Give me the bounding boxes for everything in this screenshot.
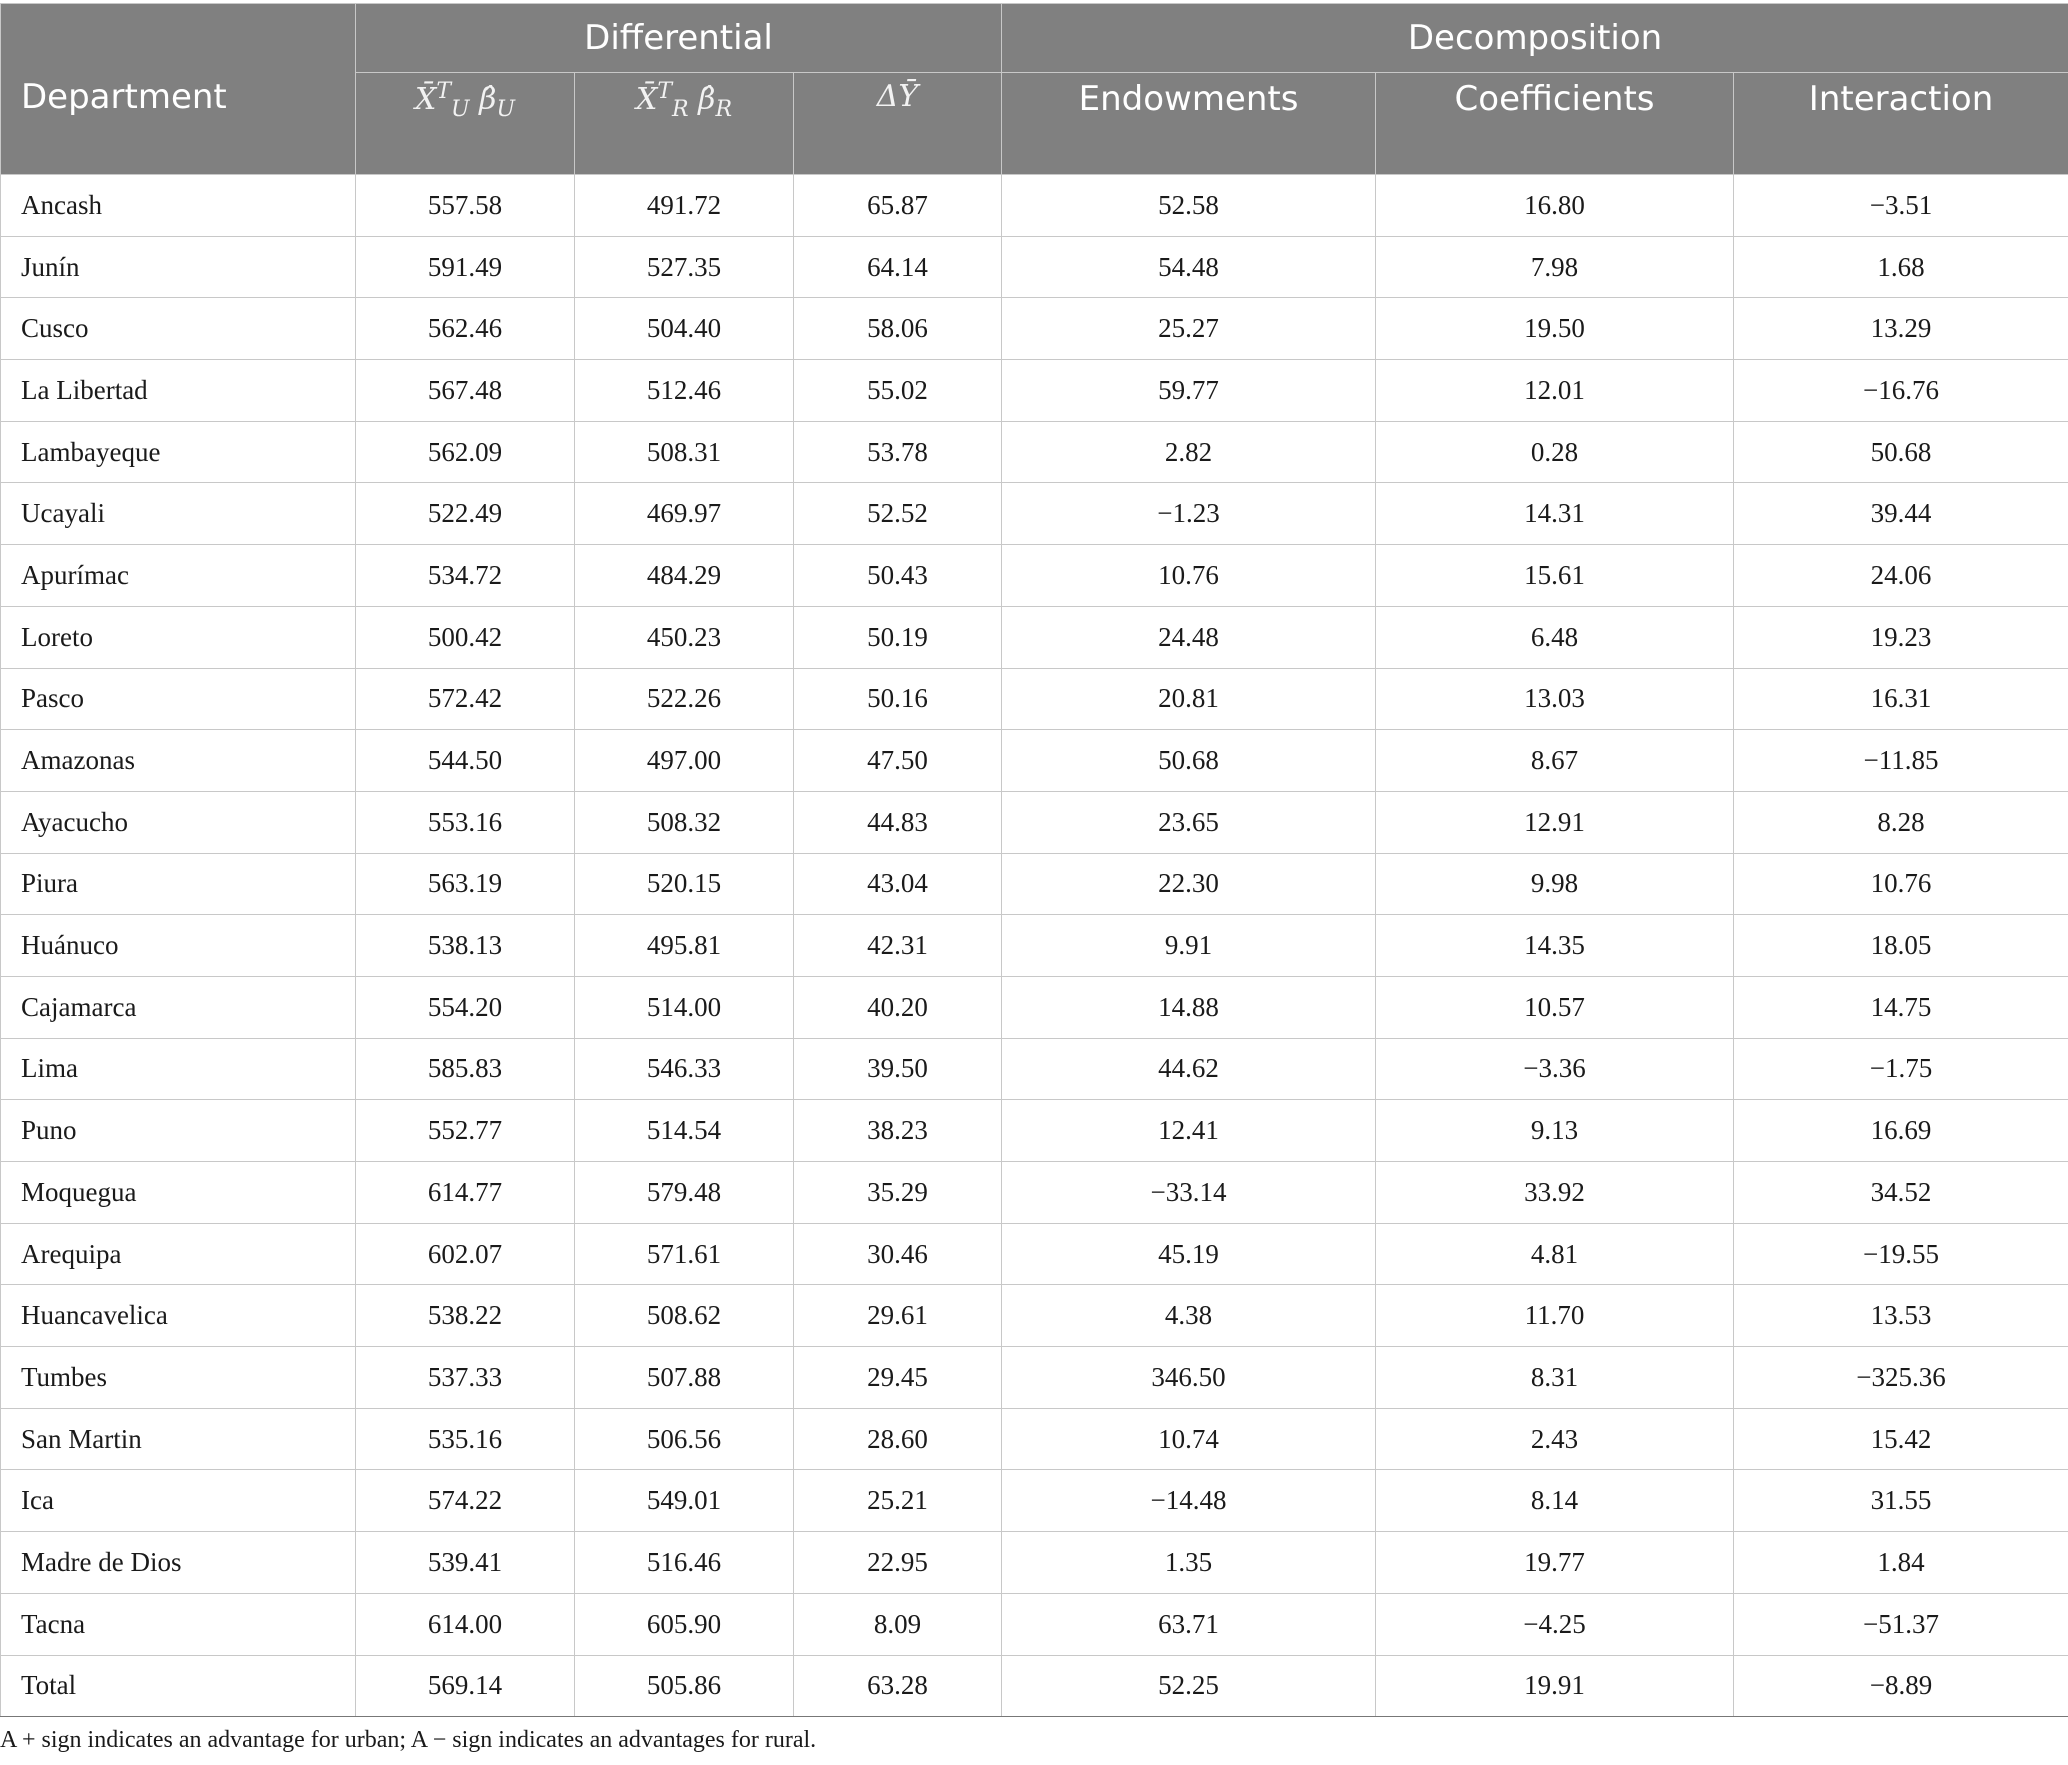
rural-predicted-cell: 527.35	[575, 236, 794, 298]
differential-group-header: Differential	[356, 4, 1002, 73]
coefficients-cell: 9.98	[1376, 853, 1734, 915]
delta-y-cell: 38.23	[794, 1100, 1002, 1162]
department-cell: Lambayeque	[1, 421, 356, 483]
delta-y-cell: 29.61	[794, 1285, 1002, 1347]
department-cell: Huánuco	[1, 915, 356, 977]
table-row	[1, 853, 2068, 915]
interaction-cell: −19.55	[1734, 1223, 2068, 1285]
urban-predicted-cell: 522.49	[356, 483, 575, 545]
rural-predicted-cell: 495.81	[575, 915, 794, 977]
department-cell: Cajamarca	[1, 976, 356, 1038]
endowments-cell: 25.27	[1002, 298, 1376, 360]
interaction-cell: −8.89	[1734, 1655, 2068, 1717]
endowments-cell: 4.38	[1002, 1285, 1376, 1347]
rural-sub: R	[672, 97, 689, 122]
urban-predicted-cell: 553.16	[356, 791, 575, 853]
urban-beta: β̂	[479, 82, 497, 117]
rural-predicted-cell: 505.86	[575, 1655, 794, 1717]
decomposition-group-header: Decomposition	[1002, 4, 2068, 73]
department-cell: Ancash	[1, 175, 356, 237]
table-row	[1, 421, 2068, 483]
interaction-cell: 19.23	[1734, 606, 2068, 668]
urban-predicted-cell: 538.13	[356, 915, 575, 977]
delta-y-cell: 28.60	[794, 1408, 1002, 1470]
coefficients-cell: 4.81	[1376, 1223, 1734, 1285]
rural-predicted-cell: 469.97	[575, 483, 794, 545]
coefficients-cell: 9.13	[1376, 1100, 1734, 1162]
endowments-cell: 14.88	[1002, 976, 1376, 1038]
interaction-cell: 16.31	[1734, 668, 2068, 730]
coefficients-cell: 8.31	[1376, 1347, 1734, 1409]
coefficients-header: Coefficients	[1376, 73, 1734, 175]
delta-y-cell: 52.52	[794, 483, 1002, 545]
delta-y-cell: 63.28	[794, 1655, 1002, 1717]
delta-y-cell: 29.45	[794, 1347, 1002, 1409]
department-cell: Moquegua	[1, 1162, 356, 1224]
interaction-cell: 1.68	[1734, 236, 2068, 298]
table-body	[1, 175, 2068, 1717]
table-row	[1, 606, 2068, 668]
endowments-cell: 1.35	[1002, 1532, 1376, 1594]
delta-y-cell: 50.43	[794, 545, 1002, 607]
rural-predicted-cell: 514.00	[575, 976, 794, 1038]
urban-predicted-cell: 563.19	[356, 853, 575, 915]
rural-xbar: X̄	[635, 82, 658, 117]
coefficients-cell: 19.50	[1376, 298, 1734, 360]
interaction-cell: 15.42	[1734, 1408, 2068, 1470]
rural-transpose: T	[657, 79, 672, 104]
table-row	[1, 175, 2068, 237]
interaction-cell: 24.06	[1734, 545, 2068, 607]
department-cell: La Libertad	[1, 360, 356, 422]
department-cell: Ayacucho	[1, 791, 356, 853]
urban-predicted-cell: 562.46	[356, 298, 575, 360]
endowments-cell: 45.19	[1002, 1223, 1376, 1285]
table-row	[1, 1593, 2068, 1655]
department-cell: Tumbes	[1, 1347, 356, 1409]
rural-predicted-cell: 579.48	[575, 1162, 794, 1224]
rural-predicted-cell: 605.90	[575, 1593, 794, 1655]
department-cell: Puno	[1, 1100, 356, 1162]
coefficients-cell: 33.92	[1376, 1162, 1734, 1224]
delta-y-cell: 53.78	[794, 421, 1002, 483]
endowments-cell: 12.41	[1002, 1100, 1376, 1162]
interaction-cell: 18.05	[1734, 915, 2068, 977]
endowments-cell: 2.82	[1002, 421, 1376, 483]
table-row	[1, 1470, 2068, 1532]
rural-predicted-cell: 507.88	[575, 1347, 794, 1409]
coefficients-cell: 7.98	[1376, 236, 1734, 298]
table-row	[1, 236, 2068, 298]
interaction-cell: −51.37	[1734, 1593, 2068, 1655]
table-row	[1, 1285, 2068, 1347]
table-row	[1, 1655, 2068, 1717]
interaction-cell: 50.68	[1734, 421, 2068, 483]
department-cell: Pasco	[1, 668, 356, 730]
table-row	[1, 668, 2068, 730]
urban-predicted-cell: 614.00	[356, 1593, 575, 1655]
endowments-cell: 22.30	[1002, 853, 1376, 915]
urban-predicted-cell: 554.20	[356, 976, 575, 1038]
interaction-cell: 39.44	[1734, 483, 2068, 545]
rural-predicted-cell: 504.40	[575, 298, 794, 360]
urban-beta-sub: U	[496, 97, 516, 122]
delta-y-cell: 58.06	[794, 298, 1002, 360]
delta-y-cell: 50.16	[794, 668, 1002, 730]
coefficients-cell: 12.01	[1376, 360, 1734, 422]
department-cell: Junín	[1, 236, 356, 298]
delta-y-cell: 55.02	[794, 360, 1002, 422]
department-column-header: Department	[1, 4, 356, 175]
delta-y-cell: 64.14	[794, 236, 1002, 298]
department-cell: Ica	[1, 1470, 356, 1532]
urban-predicted-cell: 567.48	[356, 360, 575, 422]
interaction-cell: 13.53	[1734, 1285, 2068, 1347]
urban-predicted-cell: 562.09	[356, 421, 575, 483]
endowments-cell: −33.14	[1002, 1162, 1376, 1224]
rural-predicted-cell: 522.26	[575, 668, 794, 730]
delta-y-cell: 47.50	[794, 730, 1002, 792]
urban-predicted-cell: 572.42	[356, 668, 575, 730]
delta-y-cell: 42.31	[794, 915, 1002, 977]
rural-predicted-cell: 450.23	[575, 606, 794, 668]
delta-y-cell: 43.04	[794, 853, 1002, 915]
rural-predicted-cell: 508.32	[575, 791, 794, 853]
coefficients-cell: 2.43	[1376, 1408, 1734, 1470]
rural-beta-sub: R	[715, 97, 733, 122]
delta-y-cell: 39.50	[794, 1038, 1002, 1100]
interaction-cell: −325.36	[1734, 1347, 2068, 1409]
urban-xbar: X̄	[414, 82, 437, 117]
endowments-cell: 54.48	[1002, 236, 1376, 298]
decomposition-table	[0, 3, 2068, 1717]
coefficients-cell: 12.91	[1376, 791, 1734, 853]
coefficients-cell: 8.14	[1376, 1470, 1734, 1532]
coefficients-cell: 14.35	[1376, 915, 1734, 977]
table-row	[1, 545, 2068, 607]
delta-y-cell: 30.46	[794, 1223, 1002, 1285]
interaction-cell: −11.85	[1734, 730, 2068, 792]
delta-y-cell: 25.21	[794, 1470, 1002, 1532]
endowments-cell: 9.91	[1002, 915, 1376, 977]
urban-predicted-header	[356, 73, 575, 175]
coefficients-cell: 0.28	[1376, 421, 1734, 483]
coefficients-cell: 6.48	[1376, 606, 1734, 668]
urban-predicted-cell: 557.58	[356, 175, 575, 237]
rural-predicted-cell: 508.31	[575, 421, 794, 483]
rural-predicted-cell: 516.46	[575, 1532, 794, 1594]
coefficients-cell: 13.03	[1376, 668, 1734, 730]
coefficients-cell: 14.31	[1376, 483, 1734, 545]
endowments-cell: 20.81	[1002, 668, 1376, 730]
endowments-cell: 52.58	[1002, 175, 1376, 237]
table-row	[1, 483, 2068, 545]
urban-predicted-cell: 538.22	[356, 1285, 575, 1347]
table-row	[1, 1347, 2068, 1409]
rural-predicted-cell: 484.29	[575, 545, 794, 607]
rural-predicted-cell: 497.00	[575, 730, 794, 792]
endowments-cell: 44.62	[1002, 1038, 1376, 1100]
urban-predicted-cell: 574.22	[356, 1470, 575, 1532]
endowments-cell: −14.48	[1002, 1470, 1376, 1532]
department-cell: Total	[1, 1655, 356, 1717]
rural-predicted-cell: 514.54	[575, 1100, 794, 1162]
coefficients-cell: −4.25	[1376, 1593, 1734, 1655]
endowments-cell: −1.23	[1002, 483, 1376, 545]
rural-predicted-cell: 512.46	[575, 360, 794, 422]
rural-predicted-header	[575, 73, 794, 175]
endowments-cell: 50.68	[1002, 730, 1376, 792]
table-row	[1, 360, 2068, 422]
table-row	[1, 298, 2068, 360]
urban-predicted-cell: 539.41	[356, 1532, 575, 1594]
department-cell: Amazonas	[1, 730, 356, 792]
rural-beta: β̂	[698, 82, 716, 117]
urban-predicted-cell: 569.14	[356, 1655, 575, 1717]
delta-y-cell: 22.95	[794, 1532, 1002, 1594]
urban-predicted-cell: 591.49	[356, 236, 575, 298]
coefficients-cell: 15.61	[1376, 545, 1734, 607]
urban-predicted-cell: 602.07	[356, 1223, 575, 1285]
delta-y-cell: 8.09	[794, 1593, 1002, 1655]
interaction-cell: 31.55	[1734, 1470, 2068, 1532]
urban-predicted-cell: 535.16	[356, 1408, 575, 1470]
interaction-cell: 34.52	[1734, 1162, 2068, 1224]
interaction-cell: −16.76	[1734, 360, 2068, 422]
rural-predicted-cell: 491.72	[575, 175, 794, 237]
interaction-cell: 16.69	[1734, 1100, 2068, 1162]
table-footnote: A + sign indicates an advantage for urban; A − sign indicates an advantages for rural.	[0, 1727, 817, 1753]
coefficients-cell: 10.57	[1376, 976, 1734, 1038]
table-row	[1, 1532, 2068, 1594]
urban-predicted-cell: 534.72	[356, 545, 575, 607]
interaction-header: Interaction	[1734, 73, 2068, 175]
urban-predicted-cell: 552.77	[356, 1100, 575, 1162]
coefficients-cell: −3.36	[1376, 1038, 1734, 1100]
department-cell: Cusco	[1, 298, 356, 360]
table-row	[1, 1223, 2068, 1285]
urban-predicted-cell: 537.33	[356, 1347, 575, 1409]
rural-predicted-cell: 506.56	[575, 1408, 794, 1470]
coefficients-cell: 11.70	[1376, 1285, 1734, 1347]
endowments-header: Endowments	[1002, 73, 1376, 175]
table-row	[1, 1100, 2068, 1162]
delta-y-cell: 50.19	[794, 606, 1002, 668]
coefficients-cell: 8.67	[1376, 730, 1734, 792]
rural-predicted-cell: 520.15	[575, 853, 794, 915]
interaction-cell: 13.29	[1734, 298, 2068, 360]
delta-y-cell: 65.87	[794, 175, 1002, 237]
table-row	[1, 1162, 2068, 1224]
interaction-cell: 8.28	[1734, 791, 2068, 853]
table-row	[1, 1408, 2068, 1470]
delta-y-cell: 40.20	[794, 976, 1002, 1038]
department-cell: Apurímac	[1, 545, 356, 607]
coefficients-cell: 16.80	[1376, 175, 1734, 237]
department-cell: Lima	[1, 1038, 356, 1100]
rural-predicted-cell: 571.61	[575, 1223, 794, 1285]
interaction-cell: −1.75	[1734, 1038, 2068, 1100]
department-cell: Huancavelica	[1, 1285, 356, 1347]
department-cell: Ucayali	[1, 483, 356, 545]
urban-predicted-cell: 500.42	[356, 606, 575, 668]
table-row	[1, 915, 2068, 977]
department-cell: San Martin	[1, 1408, 356, 1470]
urban-transpose: T	[436, 79, 452, 104]
endowments-cell: 346.50	[1002, 1347, 1376, 1409]
endowments-cell: 23.65	[1002, 791, 1376, 853]
table-row	[1, 791, 2068, 853]
rural-predicted-cell: 549.01	[575, 1470, 794, 1532]
endowments-cell: 63.71	[1002, 1593, 1376, 1655]
department-cell: Loreto	[1, 606, 356, 668]
endowments-cell: 10.74	[1002, 1408, 1376, 1470]
delta-y-cell: 35.29	[794, 1162, 1002, 1224]
table-row	[1, 730, 2068, 792]
rural-predicted-cell: 546.33	[575, 1038, 794, 1100]
endowments-cell: 52.25	[1002, 1655, 1376, 1717]
interaction-cell: 10.76	[1734, 853, 2068, 915]
endowments-cell: 24.48	[1002, 606, 1376, 668]
endowments-cell: 10.76	[1002, 545, 1376, 607]
urban-sub: U	[451, 97, 470, 122]
endowments-cell: 59.77	[1002, 360, 1376, 422]
table-row	[1, 976, 2068, 1038]
urban-predicted-cell: 614.77	[356, 1162, 575, 1224]
interaction-cell: 14.75	[1734, 976, 2068, 1038]
department-cell: Piura	[1, 853, 356, 915]
delta-y-header: ΔȲ	[794, 73, 1002, 175]
coefficients-cell: 19.77	[1376, 1532, 1734, 1594]
interaction-cell: −3.51	[1734, 175, 2068, 237]
department-cell: Arequipa	[1, 1223, 356, 1285]
coefficients-cell: 19.91	[1376, 1655, 1734, 1717]
interaction-cell: 1.84	[1734, 1532, 2068, 1594]
delta-y-cell: 44.83	[794, 791, 1002, 853]
table-row	[1, 1038, 2068, 1100]
rural-predicted-cell: 508.62	[575, 1285, 794, 1347]
urban-predicted-cell: 585.83	[356, 1038, 575, 1100]
department-cell: Tacna	[1, 1593, 356, 1655]
table-header	[1, 4, 2068, 175]
department-cell: Madre de Dios	[1, 1532, 356, 1594]
urban-predicted-cell: 544.50	[356, 730, 575, 792]
